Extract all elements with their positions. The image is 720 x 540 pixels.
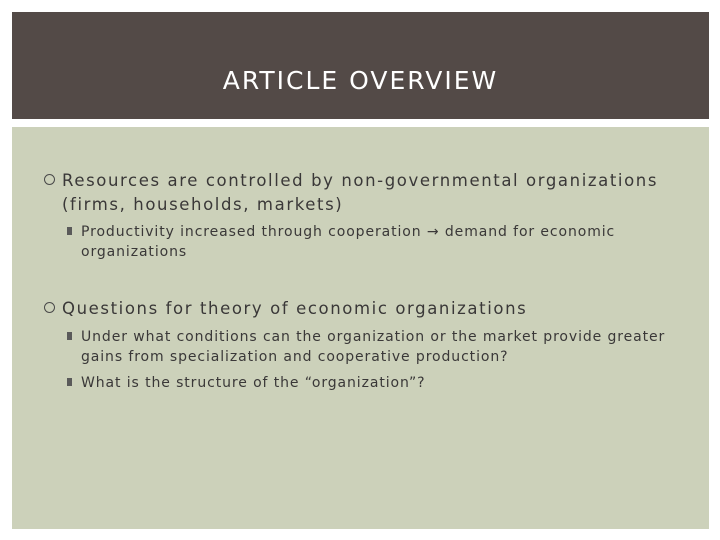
- circle-bullet-icon: [44, 302, 55, 313]
- arrow-right-icon: →: [426, 224, 440, 240]
- content-panel: [12, 127, 709, 529]
- square-bullet-icon: [67, 378, 72, 386]
- square-bullet-icon: [67, 227, 72, 235]
- bullet-2: [62, 297, 682, 321]
- sub-bullet-1-1: [81, 222, 681, 262]
- sub-bullet-1-1-text-b: demand for economic organizations: [81, 224, 616, 260]
- bullet-2-text: Questions for theory of economic organizations: [62, 299, 528, 318]
- bullet-1: [62, 169, 682, 217]
- circle-bullet-icon: [44, 174, 55, 185]
- sub-bullet-2-2-text: What is the structure of the “organization”?: [81, 375, 426, 391]
- slide-title: ARTICLE OVERVIEW: [222, 66, 499, 95]
- bullet-1-text: Resources are controlled by non-governmental organizations (firms, households, markets): [62, 171, 659, 214]
- title-bar: [12, 12, 709, 119]
- sub-bullet-2-2: [81, 373, 681, 393]
- sub-bullet-2-1: [81, 327, 681, 367]
- sub-bullet-1-1-text-a: Productivity increased through cooperation: [81, 224, 422, 240]
- sub-bullet-2-1-text: Under what conditions can the organization or the market provide greater gains from specialization and cooperative production?: [81, 329, 666, 365]
- square-bullet-icon: [67, 332, 72, 340]
